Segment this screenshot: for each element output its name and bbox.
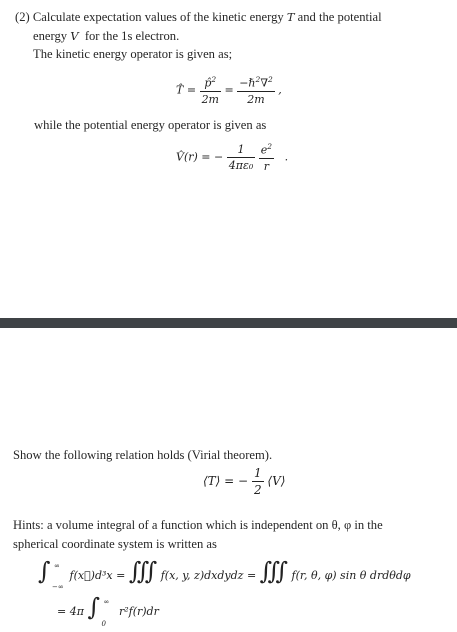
problem-statement (0, 8, 457, 64)
radial-integral-equation: = 4π ∫ ∞ 0 r²f(r)dr (57, 593, 159, 628)
fraction: $\frac{-\hbar^2\nabla^2}{2m}$ (239, 75, 273, 106)
problem-line-1: (2) Calculate expectation values of the kinetic energy T and the potential (15, 10, 382, 24)
potential-intro: while the potential energy operator is given as (34, 118, 267, 132)
hints: Hints: a volume integral of a function which is independent on θ, φ in the spherical coordinate system is written as (13, 518, 383, 551)
volume-integral-equation: ∫ ∞ −∞ f(x⃗)d³x = ∭ f(x, y, z)dxdydz = ∭ f(r, θ, φ) sin θ drdθdφ (38, 557, 411, 591)
virial-equation: ⟨T⟩ = − $\frac{1}{2}$ ⟨V⟩ (203, 466, 286, 497)
virial-statement: Show the following relation holds (Virial theorem). (13, 448, 273, 462)
fraction: $\frac{1}{\text{4πε₀}}$ (228, 142, 254, 172)
fraction: $\frac{p̂^2}{2m}$ (201, 75, 219, 106)
potential-energy-equation: V̂(r) = − $\frac{1}{\text{4πε₀}}$ $\frac{e^2}{r}$ . (176, 142, 289, 173)
fraction: $\frac{1}{2}$ (253, 466, 262, 497)
fraction: $\frac{e^2}{r}$ (260, 142, 273, 173)
problem-line-3: The kinetic energy operator is given as; (33, 47, 233, 61)
page-divider (0, 318, 457, 328)
kinetic-energy-equation: T̂ = $\frac{p̂^2}{2m}$ = $\frac{-\hbar^2\nabla^2}{2m}$ , (176, 75, 282, 106)
problem-line-2: energy V for the 1s electron. (33, 28, 180, 43)
